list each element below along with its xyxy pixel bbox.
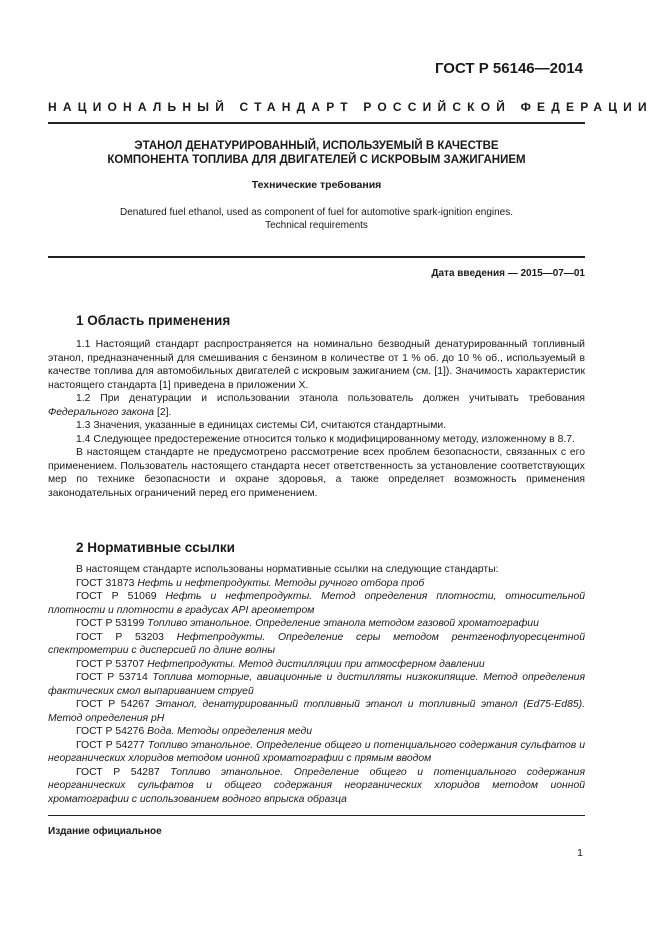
reference-title: Топливо этанольное. Определение этанола методом газовой хроматографии bbox=[147, 618, 539, 629]
reference-title: Нефть и нефтепродукты. Методы ручного отбора проб bbox=[137, 577, 425, 589]
reference-title: Нефть и нефтепродукты. Метод определения плотности, относительной плотности и плотности в градусах API ареометром bbox=[48, 591, 585, 616]
reference-code: ГОСТ Р 51069 bbox=[76, 591, 157, 602]
section-heading: 1 Область применения bbox=[76, 313, 231, 328]
national-standard-banner: НАЦИОНАЛЬНЫЙ СТАНДАРТ РОССИЙСКОЙ ФЕДЕРАЦИИ bbox=[48, 100, 653, 114]
reference-code: ГОСТ Р 53714 bbox=[76, 672, 148, 683]
paragraph: 1.2 При денатурации и использовании этанола пользователь должен учитывать требования Федерального закона [2]. bbox=[48, 393, 585, 418]
references-intro: В настоящем стандарте использованы нормативные ссылки на следующие стандарты: bbox=[76, 564, 499, 575]
paragraph: 1.3 Значения, указанные в единицах системы СИ, считаются стандартными. bbox=[76, 420, 447, 431]
title-line-2: КОМПОНЕНТА ТОПЛИВА ДЛЯ ДВИГАТЕЛЕЙ С ИСКРОВЫМ ЗАЖИГАНИЕМ bbox=[107, 154, 526, 166]
paragraph: 1.4 Следующее предостережение относится только к модифицированному методу, изложенному в 8.7. bbox=[76, 433, 575, 445]
reference-item bbox=[48, 698, 585, 725]
reference-title: Вода. Методы определения меди bbox=[147, 726, 313, 737]
reference-code: ГОСТ Р 54267 bbox=[76, 699, 150, 710]
header-divider bbox=[48, 122, 585, 124]
reference-title: Нефтепродукты. Определение серы методом рентгенофлуоресцентной спектрометрии с дисперсией по длине волны bbox=[48, 631, 585, 656]
page-number: 1 bbox=[577, 847, 583, 859]
document-code: ГОСТ Р 56146—2014 bbox=[434, 60, 583, 77]
reference-title: Этанол, денатурированный топливный этанол и топливный этанол (Ed75-Ed85). Метод определения pH bbox=[48, 699, 585, 724]
reference-code: ГОСТ Р 53707 bbox=[76, 658, 145, 670]
reference-item bbox=[48, 766, 585, 807]
reference-item bbox=[48, 590, 585, 617]
paragraph: В настоящем стандарте не предусмотрено рассмотрение всех проблем безопасности, связанных с его применением. Пользователь настоящего стандарта несет ответственность за установление соответствующих мер по технике безопасности и охране здоровья, а также определяет возможность применения законодательных ограничений перед его применением. bbox=[48, 447, 585, 499]
introduction-date: Дата введения — 2015—07—01 bbox=[431, 268, 585, 279]
title-en-line-2: Technical requirements bbox=[265, 220, 368, 231]
reference-item bbox=[48, 617, 585, 631]
reference-title: Топливо этанольное. Определение общего и потенциального содержания неорганических сульфатов и общего содержания неорганических хлоридов методом ионной хроматографии с использованием водного впрыска образца bbox=[48, 766, 585, 805]
reference-item bbox=[48, 725, 585, 739]
reference-code: ГОСТ Р 54287 bbox=[76, 766, 160, 778]
title-en-line-1: Denatured fuel ethanol, used as component of fuel for automotive spark-ignition engines. bbox=[119, 207, 514, 218]
reference-item bbox=[48, 739, 585, 766]
section-heading: 2 Нормативные ссылки bbox=[76, 540, 235, 555]
reference-title: Нефтепродукты. Метод дистилляции при атмосферном давлении bbox=[147, 658, 485, 670]
title-russian bbox=[48, 139, 585, 167]
footer-divider bbox=[48, 815, 585, 816]
section-normative-references bbox=[48, 540, 585, 806]
reference-title: Топлива моторные, авиационные и дистилляты низкокипящие. Метод определения фактических смол выпариванием струей bbox=[48, 672, 586, 697]
reference-title: Топливо этанольное. Определение общего и потенциального содержания сульфатов и неорганических хлоридов методом ионной хроматографии с прямым вводом bbox=[48, 739, 586, 764]
reference-item bbox=[48, 671, 585, 698]
reference-item bbox=[48, 631, 585, 658]
edition-label: Издание официальное bbox=[48, 826, 162, 837]
section-scope bbox=[48, 313, 585, 500]
title-divider bbox=[48, 256, 585, 258]
reference-list bbox=[48, 577, 585, 807]
paragraph: 1.1 Настоящий стандарт распространяется на номинально безводный денатурированный топливный этанол, предназначенный для смешивания с бензином в количестве от 1 % об. до 10 % об., используемый в качестве топлива для автомобильных двигателей с искровым зажиганием (см. [1]). Значимость характеристик настоящего стандарта [1] приведена в приложении Х. bbox=[48, 339, 585, 391]
reference-code: ГОСТ Р 53203 bbox=[76, 631, 164, 643]
reference-item bbox=[48, 658, 585, 672]
reference-code: ГОСТ 31873 bbox=[76, 577, 135, 589]
title-english bbox=[48, 206, 585, 232]
reference-code: ГОСТ Р 53199 bbox=[76, 618, 145, 629]
subtitle-russian: Технические требования bbox=[251, 179, 382, 191]
title-line-1: ЭТАНОЛ ДЕНАТУРИРОВАННЫЙ, ИСПОЛЬЗУЕМЫЙ В КАЧЕСТВЕ bbox=[134, 140, 499, 152]
reference-code: ГОСТ Р 54277 bbox=[76, 739, 145, 751]
reference-item bbox=[48, 577, 585, 591]
reference-code: ГОСТ Р 54276 bbox=[76, 726, 145, 737]
